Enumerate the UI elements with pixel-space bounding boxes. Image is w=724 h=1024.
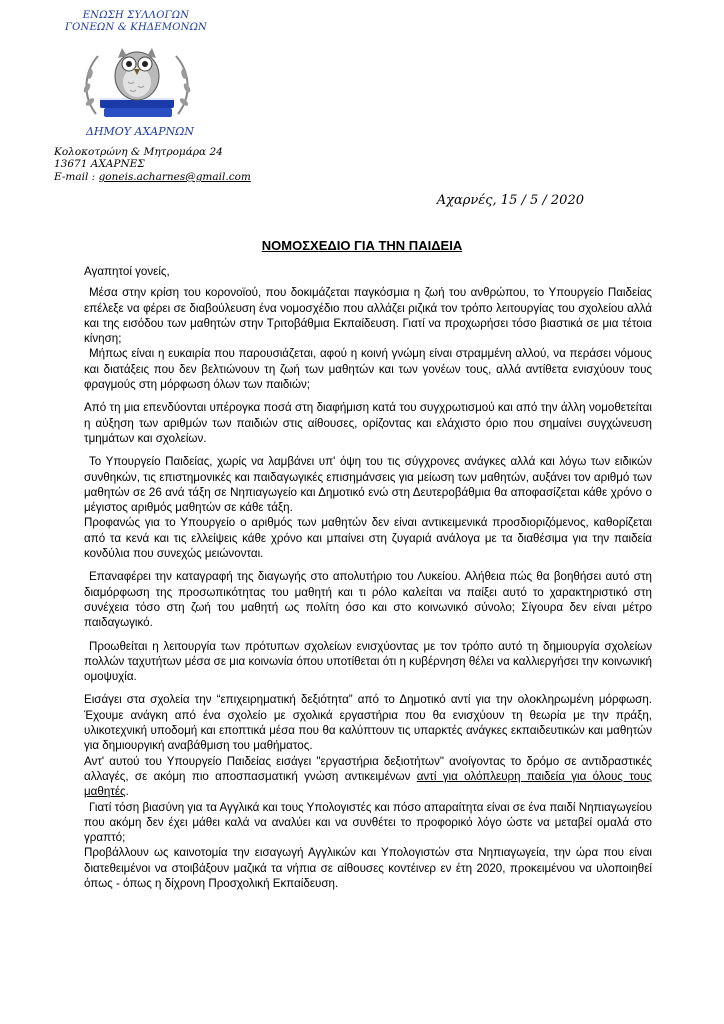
paragraph-7: Προωθείται η λειτουργία των πρότυπων σχολείων ενισχύοντας με τον τρόπο αυτό τη δημιουργία σχολείων πολλών ταχυτήτων μέσα σε μια κοινωνία όπου υποτίθεται ότι η κυβέρνηση θέλει να καλλιεργήσει την κοινωνική ομοψυχία. (84, 639, 652, 684)
document-title: ΝΟΜΟΣΧΕΔΙΟ ΓΙΑ ΤΗΝ ΠΑΙΔΕΙΑ (261, 238, 463, 253)
paragraph-9-end: . (125, 785, 129, 799)
address-line2: 13671 ΑΧΑΡΝΕΣ (54, 158, 145, 170)
logo-municipality-text: ΔΗΜΟΥ ΑΧΑΡΝΩΝ (85, 125, 195, 138)
paragraph-3: Από τη μια επενδύονται υπέρογκα ποσά στη διαφήμιση κατά του συγχρωτισμού και από την άλλη νομοθετείται η αύξηση των αριθμών των παιδιών στις αίθουσες, ορίζοντας και ελάχιστο όριο που σημαίνει συγχώνευση τμημάτων και σχολείων. (84, 401, 652, 445)
letter-body (84, 264, 652, 891)
paragraph-1: Μέσα στην κρίση του κορονοϊού, που δοκιμάζεται παγκόσμια η ζωή του ανθρώπου, το Υπουργείο Παιδείας επέλεξε να φέρει σε διαβούλευση ένα νομοσχέδιο που αλλάζει ριζικά τον τρόπο λειτουργίας του σχολείου αλλά και της εισόδου των μαθητών στην Τριτοβάθμια Εκπαίδευση. Γιατί να προχωρήσει τόσο βιαστικά σε μια τέτοια κίνηση; (84, 286, 652, 346)
letter-date: Αχαρνές, 15 / 5 / 2020 (436, 193, 584, 208)
paragraph-8: Εισάγει στα σχολεία την “επιχειρηματική δεξιότητα” από το Δημοτικό αντί για την ολοκληρωμένη μόρφωση. Έχουμε ανάγκη από ένα σχολείο με σχολικά εργαστήρια που θα ενισχύουν τη θεωρία με την πράξη, υλικοτεχνική υποδομή και εποπτικά μέσα που θα καλύπτουν τις υπαρκτές ανάγκες εκπαιδευτικών και μαθητών για δημιουργική αναβάθμιση του μαθήματος. (84, 693, 652, 753)
email-line (54, 171, 251, 183)
owl-on-books-icon (78, 36, 196, 126)
paragraph-6: Επαναφέρει την καταγραφή της διαγωγής στο απολυτήριο του Λυκείου. Αλήθεια πώς θα βοηθήσει αυτό στη διαμόρφωση της προσωπικότητας του μαθητή και τι ρόλο καλείται να παίξει αυτό το χαρακτηριστικό στη συνέχεια τόσο στη ζωή του μαθητή ως πολίτη όσο και στο κοινωνικό σύνολο; Σίγουρα δεν είναι μέτρο παιδαγωγικό. (84, 570, 652, 630)
address-line1: Κολοκοτρώνη & Μητρομάρα 24 (54, 146, 223, 158)
email-label: E-mail : (54, 171, 99, 183)
paragraph-9-underlined: αντί για ολόπλευρη παιδεία για όλους τους μαθητές (84, 769, 653, 799)
greeting: Αγαπητοί γονείς, (84, 265, 170, 278)
paragraph-10: Γιατί τόση βιασύνη για τα Αγγλικά και τους Υπολογιστές και πόσο απαραίτητα είναι σε ένα παιδί Νηπιαγωγείου που ακόμη δεν έχει μάθει καλά να αναλύει και να συνθέτει το προφορικό λόγο ώστε να μεταβεί ομαλά στο γραπτό; (84, 800, 652, 845)
paragraph-11: Προβάλλουν ως καινοτομία την εισαγωγή Αγγλικών και Υπολογιστών στα Νηπιαγωγεία, την ώρα που είναι διατεθειμένοι να στοιβάξουν μαζικά τα νήπια σε αίθουσες κοντέινερ εν έτη 2020, προκειμένου να υλοποιηθεί όπως - όπως η δίχρονη Προσχολική Εκπαίδευση. (84, 846, 652, 890)
paragraph-9-main: Αντ' αυτού του Υπουργείο Παιδείας εισάγει "εργαστήρια δεξιοτήτων" ανοίγοντας το δρόμο σε αντιδραστικές αλλαγές, σε ακόμη πιο αποσπασματική γνώση αντικειμένων (84, 754, 652, 783)
email-link[interactable]: goneis.acharnes@gmail.com (98, 171, 251, 183)
paragraph-9 (84, 754, 652, 800)
paragraph-4: Το Υπουργείο Παιδείας, χωρίς να λαμβάνει υπ' όψη του τις σύγχρονες ανάγκες αλλά και λόγω των ειδικών συνθηκών, τις επιστημονικές και παιδαγωγικές επισημάνσεις για μείωση των μαθητών, αυξάνει τον αριθμό των μαθητών σε 26 ανά τάξη σε Νηπιαγωγείο και Δημοτικό ενώ στη Δευτεροβάθμια θα αποφασίζεται κάθε χρόνο ο μέγιστος αριθμός μαθητών σε κάθε τάξη. (84, 455, 652, 515)
paragraph-5: Προφανώς για το Υπουργείο ο αριθμός των μαθητών δεν είναι αντικειμενικά προσδιοριζόμενος, καθορίζεται από τα κενά και τις ελλείψεις κάθε χρόνο και μπαίνει στη ζυγαριά ανάλογα με τα διαθέσιμα για την παιδεία κονδύλια που συνεχώς μειώνονται. (84, 516, 652, 561)
logo-title-line1: ΕΝΩΣΗ ΣΥΛΛΟΓΩΝ (82, 10, 190, 21)
paragraph-2: Μήπως είναι η ευκαιρία που παρουσιάζεται, αφού η κοινή γνώμη είναι στραμμένη αλλού, να περάσει νόμους και διατάξεις που δεν βελτιώνουν τη ζωή των μαθητών και των γονέων τους, αλλά αντίθετα ενισχύουν τους φραγμούς στη μόρφωση όλων των παιδιών; (84, 347, 652, 392)
logo-title-line2: ΓΟΝΕΩΝ & ΚΗΔΕΜΟΝΩΝ (64, 22, 208, 33)
